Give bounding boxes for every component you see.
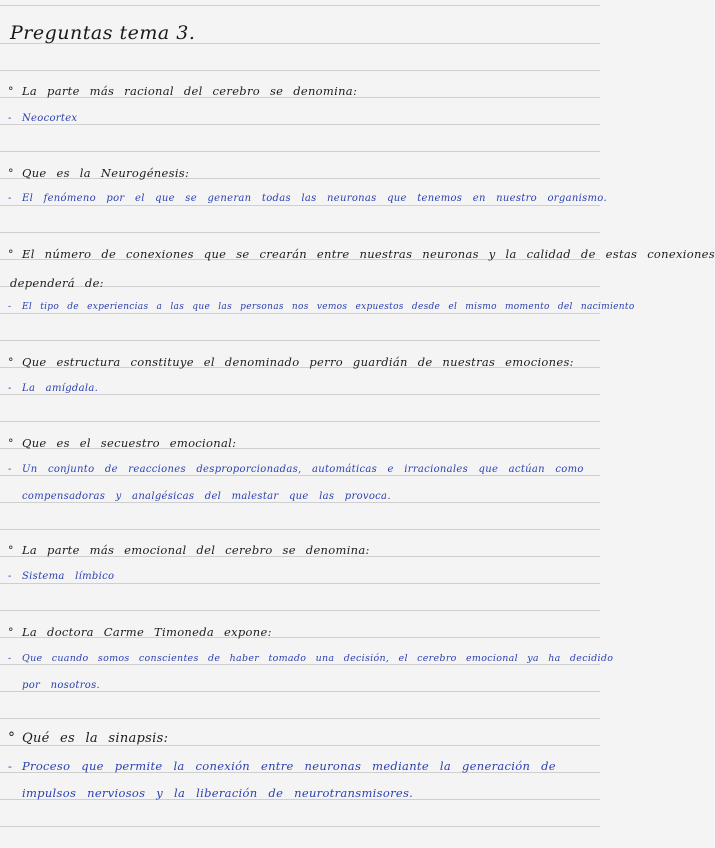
question-3-continuation: dependerá de: — [10, 276, 104, 290]
question-6: ° La parte más emocional del cerebro se denomina: — [8, 543, 370, 557]
question-2: ° Que es la Neurogénesis: — [8, 166, 190, 180]
answer-7: - Que cuando somos conscientes de haber tomado una decisión, el cerebro emocional ya ha decidido — [8, 653, 614, 664]
dash-icon: - — [8, 113, 12, 124]
answer-1: - Neocortex — [8, 113, 78, 124]
answer-5: - Un conjunto de reacciones desproporcionadas, automáticas e irracionales que actúan como — [8, 464, 584, 475]
question-7: ° La doctora Carme Timoneda expone: — [8, 625, 272, 639]
bullet-icon: ° — [8, 356, 14, 369]
answer-5-continuation: compensadoras y analgésicas del malestar que las provoca. — [22, 491, 391, 502]
bullet-icon: ° — [8, 437, 14, 450]
answer-7-continuation: por nosotros. — [22, 680, 101, 691]
page-title: Preguntas tema 3. — [10, 22, 196, 44]
answer-3: - El tipo de experiencias a las que las personas nos vemos expuestos desde el mismo momento del nacimiento — [8, 302, 635, 312]
bullet-icon: ° — [8, 730, 16, 746]
question-3: ° El número de conexiones que se crearán entre nuestras neuronas y la calidad de estas conexiones — [8, 247, 715, 261]
question-8: ° Qué es la sinapsis: — [8, 730, 169, 746]
dash-icon: - — [8, 464, 12, 475]
question-5: ° Que es el secuestro emocional: — [8, 436, 237, 450]
answer-2: - El fenómeno por el que se generan todas las neuronas que tenemos en nuestro organismo. — [8, 193, 607, 204]
question-4: ° Que estructura constituye el denominado perro guardián de nuestras emociones: — [8, 355, 574, 369]
bullet-icon: ° — [8, 85, 14, 98]
question-1: ° La parte más racional del cerebro se denomina: — [8, 84, 358, 98]
answer-8-continuation: impulsos nerviosos y la liberación de neurotransmisores. — [22, 786, 414, 800]
dash-icon: - — [8, 653, 12, 664]
dash-icon: - — [8, 302, 12, 312]
bullet-icon: ° — [8, 248, 14, 261]
bullet-icon: ° — [8, 167, 14, 180]
bullet-icon: ° — [8, 626, 14, 639]
dash-icon: - — [8, 759, 13, 773]
answer-8: - Proceso que permite la conexión entre neuronas mediante la generación de — [8, 759, 556, 773]
dash-icon: - — [8, 383, 12, 394]
dash-icon: - — [8, 571, 12, 582]
answer-6: - Sistema límbico — [8, 571, 115, 582]
dash-icon: - — [8, 193, 12, 204]
bullet-icon: ° — [8, 544, 14, 557]
answer-4: - La amígdala. — [8, 383, 99, 394]
